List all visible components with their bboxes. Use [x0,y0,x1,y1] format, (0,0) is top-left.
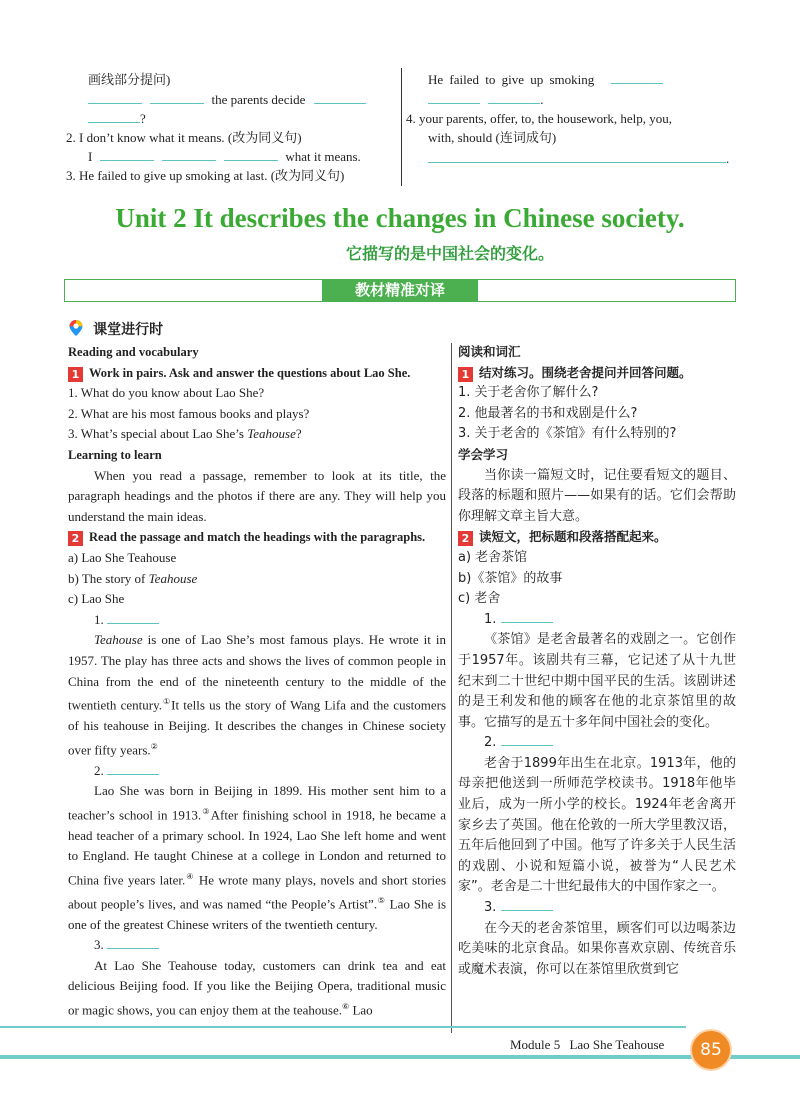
column-divider [451,343,452,1033]
learning-heading: 学会学习 [458,446,509,462]
exercise-line [428,91,544,109]
answer-blank[interactable] [107,762,159,775]
task-text: Read the passage and match the headings with the paragraphs. [89,530,426,545]
exercise-line: 画线部分提问) [88,72,171,87]
page-number: 85 [700,1040,722,1060]
paragraph-1: 《茶馆》是老舍最著名的戏剧之一。它创作于1957年。该剧共有三幕，它记述了从十九世纪末到二十世纪中期中国平民的生活。该剧讲述的是王利发和他的顾客在他的北京茶馆里的故事。它描写的是五十多年间中国社会的变化。 [458,632,736,730]
answer-blank[interactable] [88,91,142,104]
question: 2. What are his most famous books and plays? [68,405,310,421]
column-divider [401,68,402,186]
task-2 [458,527,736,548]
paragraph-3: 在今天的老舍茶馆里，顾客们可以边喝茶边吃美味的北京食品。如果你喜欢京剧、传统音乐或魔术表演，你可以在茶馆里欣赏到它 [458,920,736,977]
paragraph-2: Lao She was born in Beijing in 1899. His mother sent him to a teacher’s school in 1913.③After finishing school in 1918, he became a head teacher of a primary school. In 1924, Lao She left home and went to England. He taught Chinese at a college in London and returned to China five years later.④ He wrote many plays, novels and short stories about people’s lives, and was named “the People’s Artist”.⑤ Lao She is one of the greatest Chinese writers of the twentieth century. [68,783,447,932]
answer-blank[interactable] [428,150,726,163]
exercise-line [428,71,663,89]
task-text: 读短文，把标题和段落搭配起来。 [479,529,667,545]
answer-blank[interactable] [150,91,204,104]
question: 1. 关于老舍你了解什么? [458,385,599,401]
section-label: 课堂进行时 [93,322,164,338]
footer-line [0,1055,800,1059]
footer-module: Module 5 Lao She Teahouse [510,1037,665,1052]
learning-text: When you read a passage, remember to look at its title, the paragraph headings and the photos if there are any. They will help you understand the main ideas. [68,467,446,524]
question: 2. 他最著名的书和戏剧是什么? [458,405,638,421]
answer-blank[interactable] [314,91,366,104]
task-text: 结对练习。围绕老舍提问并回答问题。 [479,364,692,380]
option: b)《茶馆》的故事 [458,570,563,586]
exercise-text: ? [140,111,146,126]
paragraph-2: 老舍于1899年出生在北京。1913年，他的母亲把他送到一所师范学校读书。1918年他毕业后，成为一所小学的校长。1924年老舍离开家乡去了英国。他在伦敦的一所大学里教汉语，五年后他回到了中国。他写了许多关于人民生活的戏剧、小说和短篇小说，被誉为“人民艺术家”。老舍是二十世纪最伟大的中国作家之一。 [458,755,736,895]
answer-blank[interactable] [107,611,159,624]
option: c) Lao She [68,591,125,607]
task-text: Work in pairs. Ask and answer the questions about Lao She. [89,365,411,380]
answer-blank[interactable] [224,148,278,161]
chinese-column [458,342,736,980]
paragraph-label: 3. [458,898,736,919]
learning-text: 当你读一篇短文时，记住要看短文的题目、段落的标题和照片——如果有的话。它们会帮助你理解文章主旨大意。 [458,467,736,524]
option: c) 老舍 [458,591,501,607]
task-number: 2 [458,531,473,546]
exercise-line [88,148,361,166]
task-number: 2 [68,531,83,546]
exercise-text: . [726,151,730,166]
exercise-line [428,150,729,168]
answer-blank[interactable] [488,91,540,104]
option: a) Lao She Teahouse [68,549,177,565]
paragraph-label: 2. [458,733,736,754]
answer-blank[interactable] [107,936,159,949]
section-heading [68,319,163,341]
banner-label: 教材精准对译 [322,279,478,302]
question: 3. What’s special about Lao She’s Teahouse? [68,426,302,442]
answer-blank[interactable] [501,733,553,746]
question: 1. What do you know about Lao She? [68,385,265,401]
exercise-text: I [88,149,93,164]
exercise-line: 4. your parents, offer, to, the housework, help, you, [406,111,673,126]
exercise-line: 2. I don’t know what it means. (改为同义句) [66,130,302,145]
paragraph-label: 3. [68,935,446,956]
answer-blank[interactable] [428,91,480,104]
paragraph-1: Teahouse is one of Lao She’s most famous plays. He wrote it in 1957. The play has three acts and shows the lives of common people in China from the end of the nineteenth century to the middle of the twentieth century.①It tells us the story of Wang Lifa and the customers of his teahouse in Beijing. It describes the changes in Chinese society over fifty years.② [68,632,447,757]
footer-line [0,1026,686,1028]
task-number: 1 [68,367,83,382]
answer-blank[interactable] [501,610,553,623]
english-column [68,342,446,1021]
exercise-text: He failed to give up smoking [428,72,595,87]
paragraph-label: 1. [68,610,446,631]
task-number: 1 [458,367,473,382]
reading-heading: Reading and vocabulary [68,345,199,359]
unit-subtitle: 它描写的是中国社会的变化。 [345,244,554,263]
answer-blank[interactable] [501,898,553,911]
task-1 [68,363,446,384]
exercise-text: . [540,92,544,107]
exercise-line: with, should (连词成句) [428,130,557,145]
answer-blank[interactable] [88,110,140,123]
question: 3. 关于老舍的《茶馆》有什么特别的? [458,426,677,442]
answer-blank[interactable] [611,71,663,84]
task-2 [68,527,446,548]
task-1 [458,363,736,384]
reading-heading: 阅读和词汇 [458,344,521,359]
paragraph-label: 1. [458,610,736,631]
learning-heading: Learning to learn [68,447,162,462]
exercise-text: what it means. [285,149,361,164]
exercise-line: 3. He failed to give up smoking at last. (改为同义句) [66,168,345,183]
paragraph-3: At Lao She Teahouse today, customers can drink tea and eat delicious Beijing food. If you like the Beijing Opera, traditional music or magic shows, you can enjoy them at the teahouse.⑥ Lao [68,957,446,1018]
exercise-text: the parents decide [211,92,306,107]
unit-title: Unit 2 It describes the changes in Chinese society. [115,203,685,233]
location-pin-icon [68,319,84,341]
exercise-line [88,110,146,128]
option: b) The story of Teahouse [68,570,198,586]
option: a) 老舍茶馆 [458,549,528,565]
exercise-line [88,91,366,109]
answer-blank[interactable] [100,148,154,161]
answer-blank[interactable] [162,148,216,161]
paragraph-label: 2. [68,761,446,782]
